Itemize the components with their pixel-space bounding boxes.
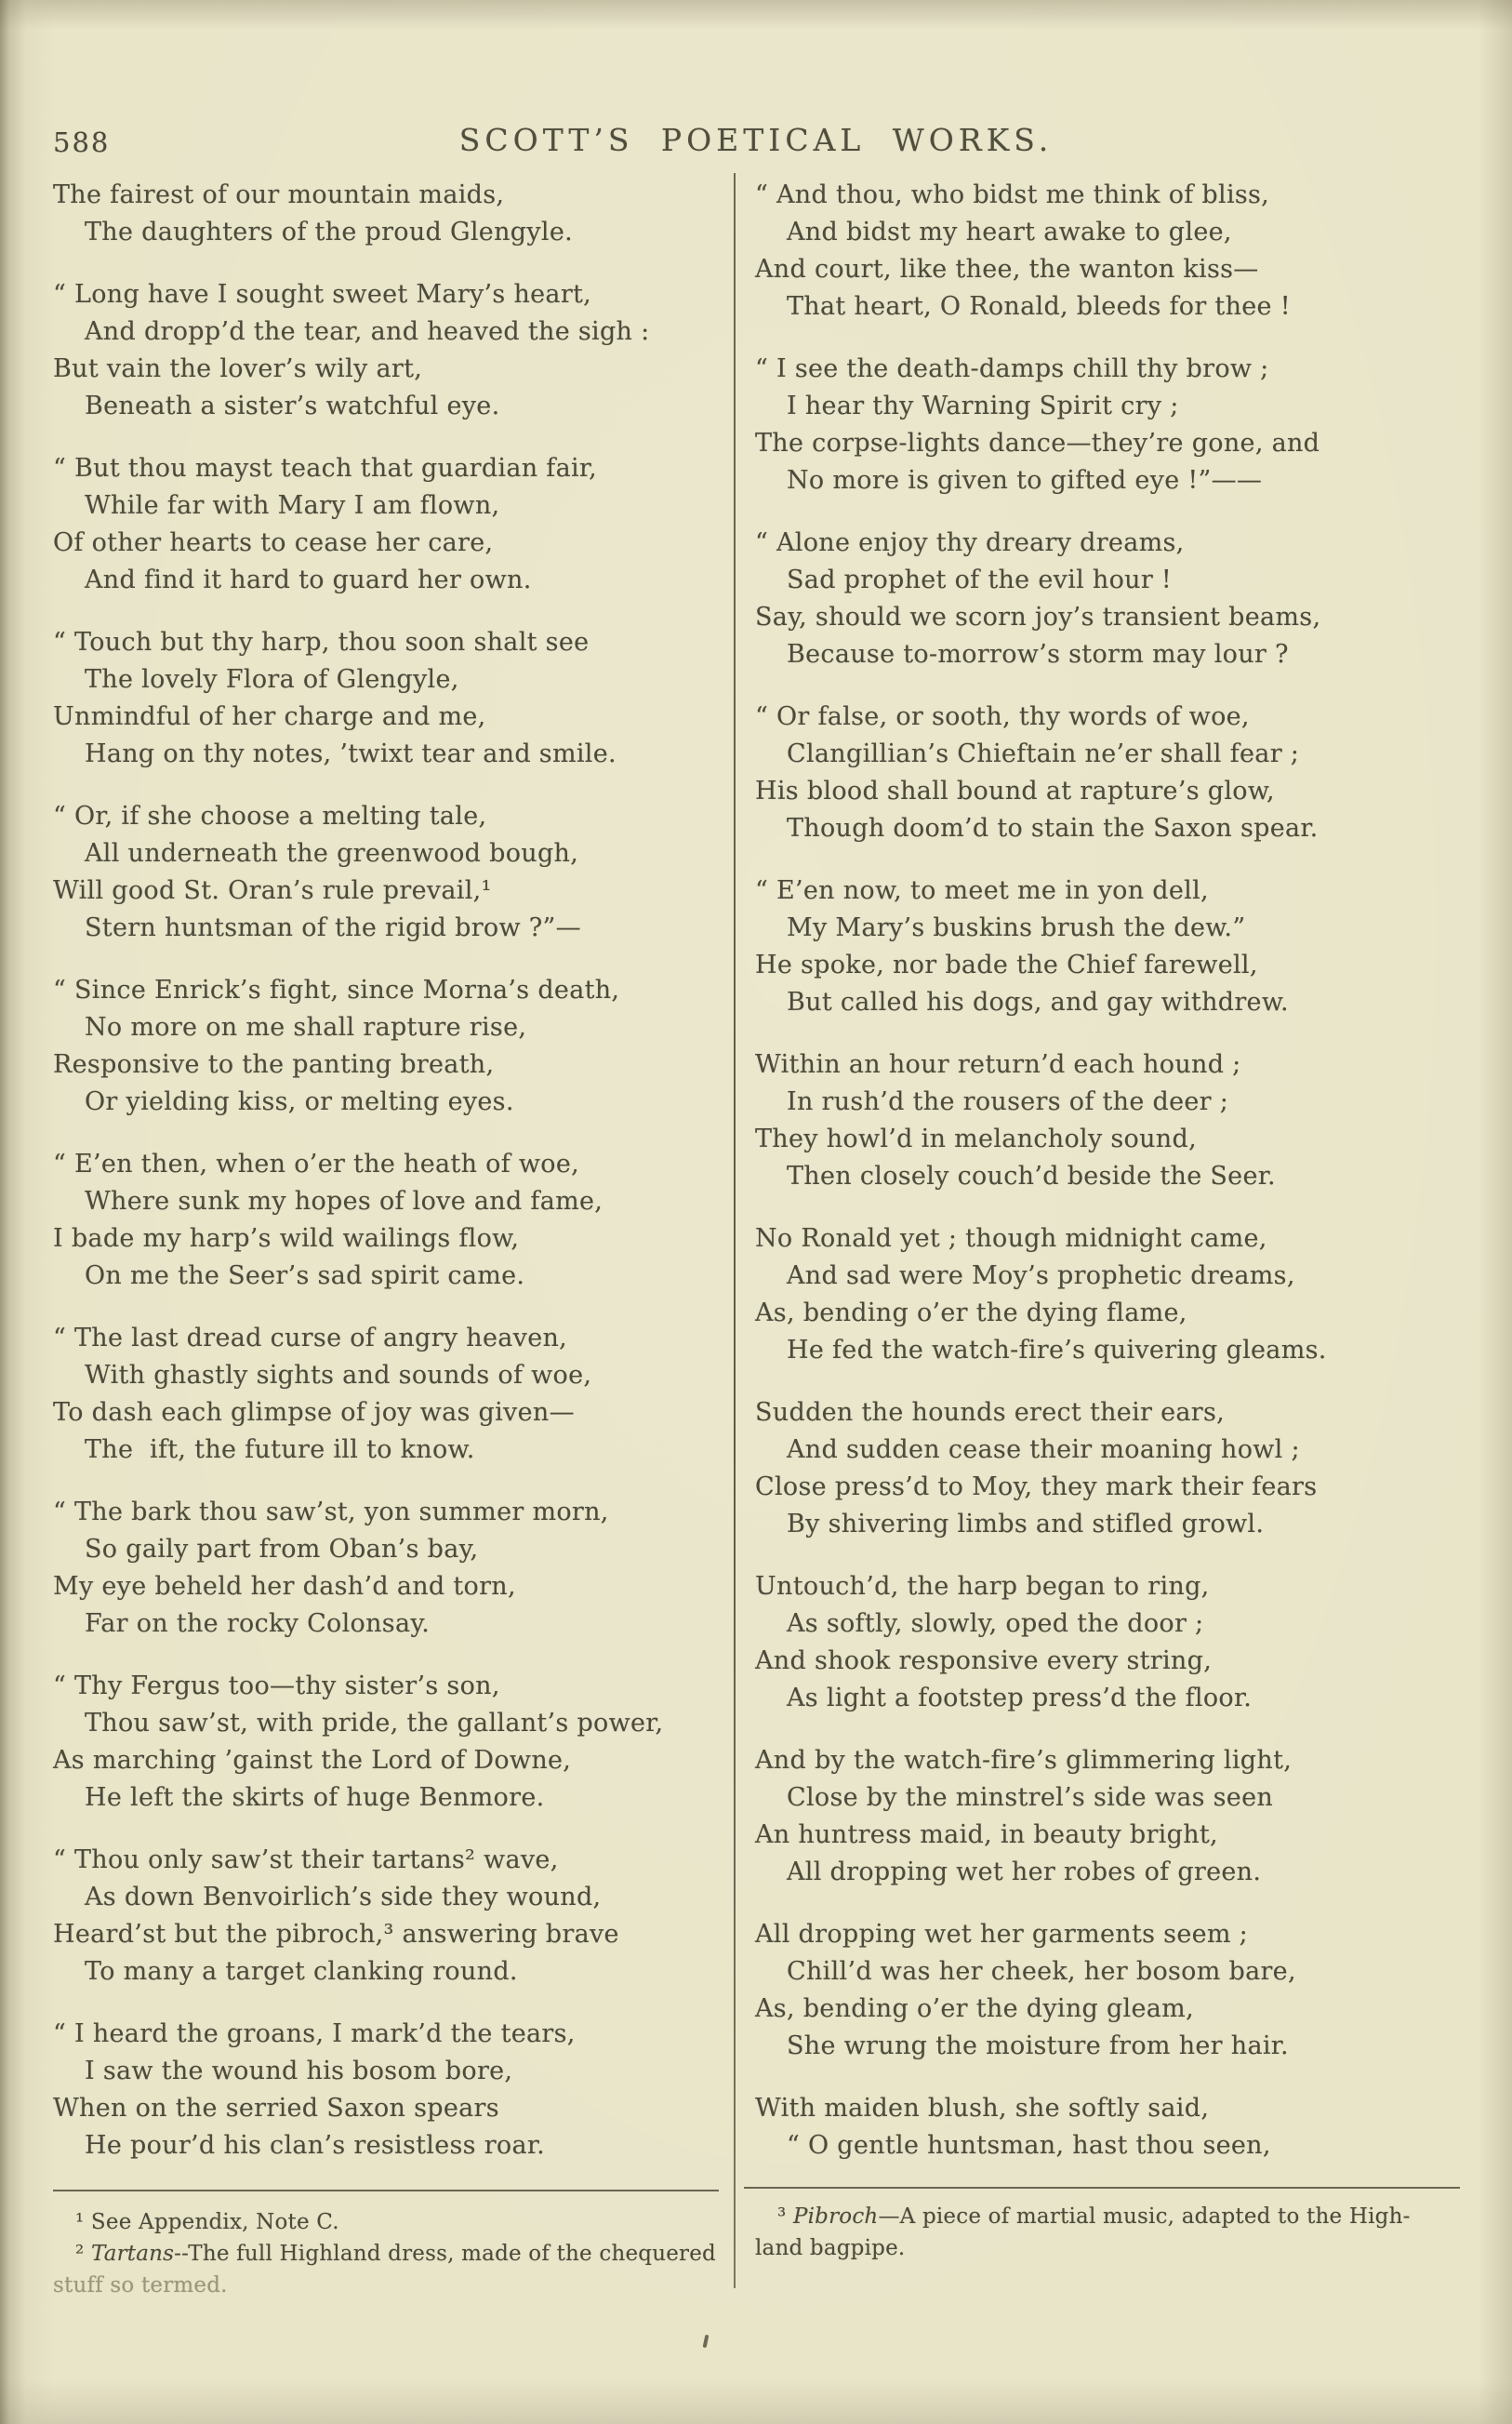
verse-line: I saw the wound his bosom bore,: [85, 2057, 513, 2085]
verse-line: All dropping wet her robes of green.: [787, 1858, 1262, 1886]
stanza: [53, 1146, 713, 1295]
verse-line: As softly, slowly, oped the door ;: [787, 1609, 1204, 1638]
stanza: [755, 1742, 1480, 1891]
verse-line: All dropping wet her garments seem ;: [755, 1920, 1249, 1949]
stanza: [755, 1568, 1480, 1717]
stanza: [755, 177, 1480, 326]
verse-line: He pour’d his clan’s resistless roar.: [85, 2131, 545, 2160]
column-left: [53, 177, 713, 2190]
stanza: [755, 525, 1480, 673]
verse-line: My Mary’s buskins brush the dew.”: [787, 913, 1246, 942]
verse-line: Say, should we scorn joy’s transient beams,: [755, 603, 1321, 632]
verse-line: “ Thou only saw’st their tartans² wave,: [53, 1845, 559, 1874]
verse-line: Hang on thy notes, ’twixt tear and smile.: [85, 739, 617, 768]
column-right: [755, 177, 1480, 2190]
footnotes-right: [755, 2201, 1480, 2264]
verse-line: “ O gentle huntsman, hast thou seen,: [787, 2131, 1271, 2160]
stanza: [755, 351, 1480, 499]
verse-line: And bidst my heart awake to glee,: [787, 218, 1232, 246]
verse-line: An huntress maid, in beauty bright,: [755, 1820, 1218, 1849]
verse-line: Responsive to the panting breath,: [53, 1050, 495, 1079]
stanza: [755, 1394, 1480, 1543]
verse-line: He fed the watch-fire’s quivering gleams.: [787, 1336, 1327, 1365]
verse-line: I bade my harp’s wild wailings flow,: [53, 1224, 520, 1253]
stanza: [755, 872, 1480, 1021]
verse-line: On me the Seer’s sad spirit came.: [85, 1261, 525, 1290]
verse-line: When on the serried Saxon spears: [53, 2094, 499, 2123]
verse-line: And shook responsive every string,: [755, 1646, 1213, 1675]
verse-line: “ E’en now, to meet me in yon dell,: [755, 876, 1209, 905]
verse-line: No Ronald yet ; though midnight came,: [755, 1224, 1267, 1253]
verse-line: Will good St. Oran’s rule prevail,¹: [53, 876, 492, 905]
verse-line: In rush’d the rousers of the deer ;: [787, 1087, 1229, 1116]
verse-line: Sudden the hounds erect their ears,: [755, 1398, 1226, 1427]
verse-line: And find it hard to guard her own.: [85, 566, 532, 594]
stanza: [755, 1916, 1480, 2065]
stanza: [53, 1320, 713, 1469]
stanza: [53, 177, 713, 251]
verse-line: And by the watch-fire’s glimmering light,: [755, 1746, 1293, 1775]
verse-line: Heard’st but the pibroch,³ answering brave: [53, 1920, 619, 1949]
verse-line: “ Thy Fergus too—thy sister’s son,: [53, 1671, 500, 1700]
footnote-line: land bagpipe.: [755, 2236, 906, 2260]
verse-line: “ E’en then, when o’er the heath of woe,: [53, 1150, 580, 1179]
verse-line: “ Or, if she choose a melting tale,: [53, 802, 487, 831]
stanza: [53, 1842, 713, 1991]
stanza: [53, 450, 713, 599]
stanza: [755, 2090, 1480, 2164]
verse-line: “ Or false, or sooth, thy words of woe,: [755, 702, 1250, 731]
verse-line: “ Alone enjoy thy dreary dreams,: [755, 528, 1185, 557]
verse-line: Close by the minstrel’s side was seen: [787, 1783, 1274, 1812]
footnote-line: ¹ See Appendix, Note C.: [75, 2210, 339, 2234]
verse-line: As marching ’gainst the Lord of Downe,: [53, 1746, 572, 1775]
verse-line: “ Since Enrick’s fight, since Morna’s death,: [53, 976, 620, 1005]
verse-line: Far on the rocky Colonsay.: [85, 1609, 431, 1638]
stanza: [53, 972, 713, 1121]
verse-line: The ift, the future ill to know.: [85, 1435, 475, 1464]
verse-line: The daughters of the proud Glengyle.: [85, 218, 574, 246]
verse-line: Because to-morrow’s storm may lour ?: [787, 640, 1289, 669]
stanza: [53, 1668, 713, 1817]
verse-line: His blood shall bound at rapture’s glow,: [755, 777, 1275, 806]
stanza: [755, 1220, 1480, 1369]
verse-line: The fairest of our mountain maids,: [53, 180, 505, 209]
verse-line: She wrung the moisture from her hair.: [787, 2031, 1289, 2060]
verse-line: My eye beheld her dash’d and torn,: [53, 1572, 516, 1601]
verse-line: To dash each glimpse of joy was given—: [53, 1398, 575, 1427]
verse-line: Beneath a sister’s watchful eye.: [85, 392, 500, 420]
verse-line: With maiden blush, she softly said,: [755, 2094, 1210, 2123]
page-number: 588: [53, 127, 111, 158]
footnotes-left: [53, 2206, 723, 2301]
verse-line: Chill’d was her cheek, her bosom bare,: [787, 1957, 1296, 1986]
verse-line: Then closely couch’d beside the Seer.: [787, 1162, 1276, 1191]
verse-line: And sad were Moy’s prophetic dreams,: [787, 1261, 1295, 1290]
verse-line: Sad prophet of the evil hour !: [787, 566, 1173, 594]
verse-line: But vain the lover’s wily art,: [53, 354, 423, 383]
verse-line: No more on me shall rapture rise,: [85, 1013, 527, 1042]
verse-line: And court, like thee, the wanton kiss—: [755, 255, 1259, 284]
verse-line: “ I heard the groans, I mark’d the tears,: [53, 2019, 576, 2048]
verse-line: “ The bark thou saw’st, yon summer morn,: [53, 1498, 609, 1526]
verse-line: “ The last dread curse of angry heaven,: [53, 1324, 568, 1352]
verse-line: He spoke, nor bade the Chief farewell,: [755, 951, 1258, 979]
footnote-rule-right: [744, 2187, 1460, 2189]
stanza: [53, 624, 713, 773]
page-title: SCOTT’S POETICAL WORKS.: [458, 122, 1054, 158]
verse-line: As down Benvoirlich’s side they wound,: [85, 1883, 602, 1911]
verse-line: Though doom’d to stain the Saxon spear.: [787, 814, 1319, 843]
verse-line: “ Long have I sought sweet Mary’s heart,: [53, 280, 592, 309]
verse-line: To many a target clanking round.: [85, 1957, 518, 1986]
verse-line: While far with Mary I am flown,: [85, 491, 500, 520]
verse-line: As, bending o’er the dying flame,: [755, 1299, 1187, 1327]
verse-line: Within an hour return’d each hound ;: [755, 1050, 1241, 1079]
verse-line: But called his dogs, and gay withdrew.: [787, 988, 1289, 1017]
verse-line: I hear thy Warning Spirit cry ;: [787, 392, 1179, 420]
verse-line: With ghastly sights and sounds of woe,: [85, 1361, 592, 1390]
verse-line: By shivering limbs and stifled growl.: [787, 1510, 1265, 1538]
verse-line: The corpse-lights dance—they’re gone, and: [755, 429, 1320, 458]
verse-line: Of other hearts to cease her care,: [53, 528, 494, 557]
verse-line: And sudden cease their moaning howl ;: [787, 1435, 1300, 1464]
verse-line: And dropp’d the tear, and heaved the sigh :: [85, 317, 650, 346]
stanza: [53, 798, 713, 947]
footnote-rule-left: [53, 2190, 719, 2191]
verse-line: Clangillian’s Chieftain ne’er shall fear ;: [787, 739, 1300, 768]
verse-line: So gaily part from Oban’s bay,: [85, 1535, 479, 1564]
verse-line: Stern huntsman of the rigid brow ?”—: [85, 913, 581, 942]
stanza: [755, 1046, 1480, 1195]
stanza: [53, 2016, 713, 2164]
verse-line: No more is given to gifted eye !”——: [787, 466, 1263, 495]
verse-line: As light a footstep press’d the floor.: [787, 1684, 1253, 1712]
verse-line: “ And thou, who bidst me think of bliss,: [755, 180, 1270, 209]
verse-line: “ I see the death-damps chill thy brow ;: [755, 354, 1269, 383]
footnote-line: ³ Pibroch—A piece of martial music, adapted to the High-: [777, 2204, 1411, 2229]
verse-line: As, bending o’er the dying gleam,: [755, 1994, 1194, 2023]
column-divider: [734, 173, 736, 2288]
verse-line: He left the skirts of huge Benmore.: [85, 1783, 545, 1812]
verse-line: The lovely Flora of Glengyle,: [85, 665, 459, 694]
footnote-line: ² Tartans--The full Highland dress, made of the chequered: [75, 2242, 716, 2266]
stanza: [755, 699, 1480, 847]
verse-line: Unmindful of her charge and me,: [53, 702, 486, 731]
verse-line: Where sunk my hopes of love and fame,: [85, 1187, 603, 1216]
footnote-line: stuff so termed.: [53, 2273, 228, 2297]
ink-speck: [703, 2335, 710, 2349]
verse-line: That heart, O Ronald, bleeds for thee !: [787, 292, 1291, 321]
verse-line: All underneath the greenwood bough,: [85, 839, 579, 868]
stanza: [53, 1494, 713, 1643]
verse-line: Close press’d to Moy, they mark their fears: [755, 1472, 1318, 1501]
verse-line: They howl’d in melancholy sound,: [755, 1125, 1197, 1153]
verse-line: “ But thou mayst teach that guardian fair,: [53, 454, 598, 483]
verse-line: Untouch’d, the harp began to ring,: [755, 1572, 1210, 1601]
verse-line: Thou saw’st, with pride, the gallant’s power,: [85, 1709, 664, 1738]
stanza: [53, 276, 713, 425]
verse-line: Or yielding kiss, or melting eyes.: [85, 1087, 514, 1116]
verse-line: “ Touch but thy harp, thou soon shalt see: [53, 628, 590, 657]
